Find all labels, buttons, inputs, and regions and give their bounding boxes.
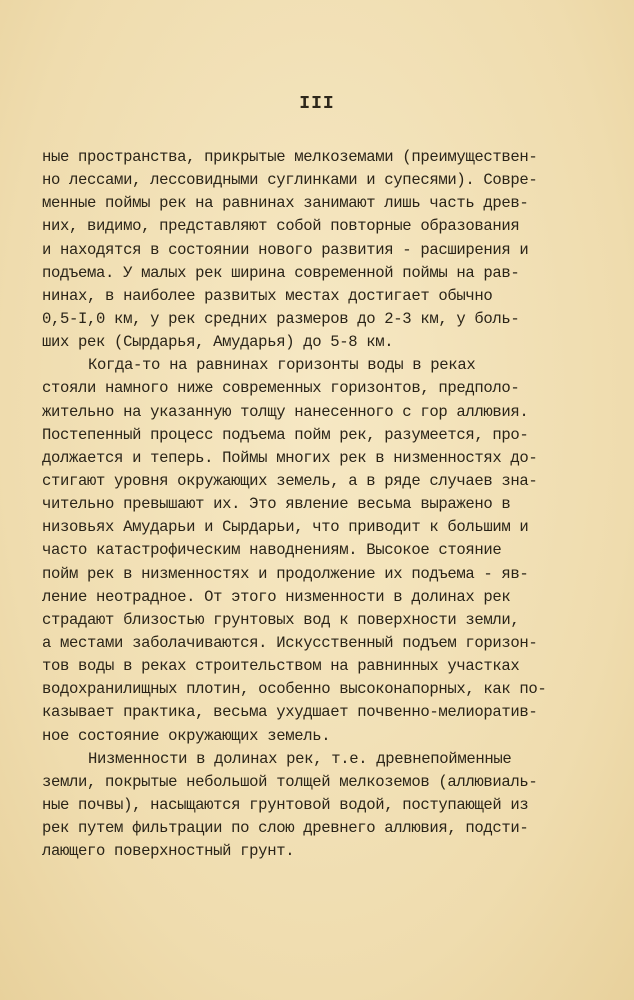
text-line: 0,5-I,0 км, у рек средних размеров до 2-3 км, у боль-: [42, 309, 520, 328]
text-line: ные пространства, прикрытые мелкоземами (преимуществен-: [42, 148, 538, 166]
body-text: [42, 146, 602, 863]
text-line: стигают уровня окружающих земель, а в ряде случаев зна-: [42, 471, 538, 490]
text-line: подъема. У малых рек ширина современной поймы на рав-: [42, 263, 520, 282]
text-line: рек путем фильтрации по слою древнего аллювия, подсти-: [42, 819, 529, 838]
text-line: стояли намного ниже современных горизонтов, предполо-: [42, 379, 520, 398]
text-line: но лессами, лессовидными суглинками и супесями). Совре-: [42, 171, 538, 190]
text-line: чительно превышают их. Это явление весьма выражено в: [42, 495, 511, 514]
text-line: Постепенный процесс подъема пойм рек, разумеется, про-: [42, 425, 529, 444]
paragraph-first-line: Когда-то на равнинах горизонты воды в реках: [88, 356, 476, 375]
text-line: часто катастрофическим наводнениям. Высокое стояние: [42, 541, 502, 560]
text-line: жительно на указанную толщу нанесенного с гор аллювия.: [42, 402, 529, 421]
text-line: ное состояние окружающих земель.: [42, 726, 331, 745]
text-line: нинах, в наиболее развитых местах достигает обычно: [42, 286, 493, 305]
paragraph-first-line: Низменности в долинах рек, т.е. древнепойменные: [88, 749, 512, 768]
text-line: водохранилищных плотин, особенно высоконапорных, как по-: [42, 680, 547, 699]
text-line: них, видимо, представляют собой повторные образования: [42, 217, 520, 236]
text-line: ших рек (Сырдарья, Амударья) до 5-8 км.: [42, 333, 394, 352]
text-line: земли, покрытые небольшой толщей мелкоземов (аллювиаль-: [42, 772, 538, 791]
text-line: казывает практика, весьма ухудшает почвенно-мелиоратив-: [42, 703, 538, 722]
text-line: тов воды в реках строительством на равнинных участках: [42, 657, 520, 676]
text-line: низовьях Амударьи и Сырдарьи, что приводит к большим и: [42, 518, 529, 537]
page-number: III: [299, 94, 335, 114]
text-line: и находятся в состоянии нового развития - расширения и: [42, 240, 529, 259]
text-line: а местами заболачиваются. Искусственный подъем горизон-: [42, 633, 538, 652]
text-line: пойм рек в низменностях и продолжение их подъема - яв-: [42, 564, 529, 583]
text-line: лающего поверхностный грунт.: [42, 842, 295, 861]
text-line: ные почвы), насыщаются грунтовой водой, поступающей из: [42, 795, 529, 814]
text-line: должается и теперь. Поймы многих рек в низменностях до-: [42, 448, 538, 467]
text-line: страдают близостью грунтовых вод к поверхности земли,: [42, 610, 520, 629]
text-line: ление неотрадное. От этого низменности в долинах рек: [42, 587, 511, 606]
text-line: менные поймы рек на равнинах занимают лишь часть древ-: [42, 194, 529, 213]
